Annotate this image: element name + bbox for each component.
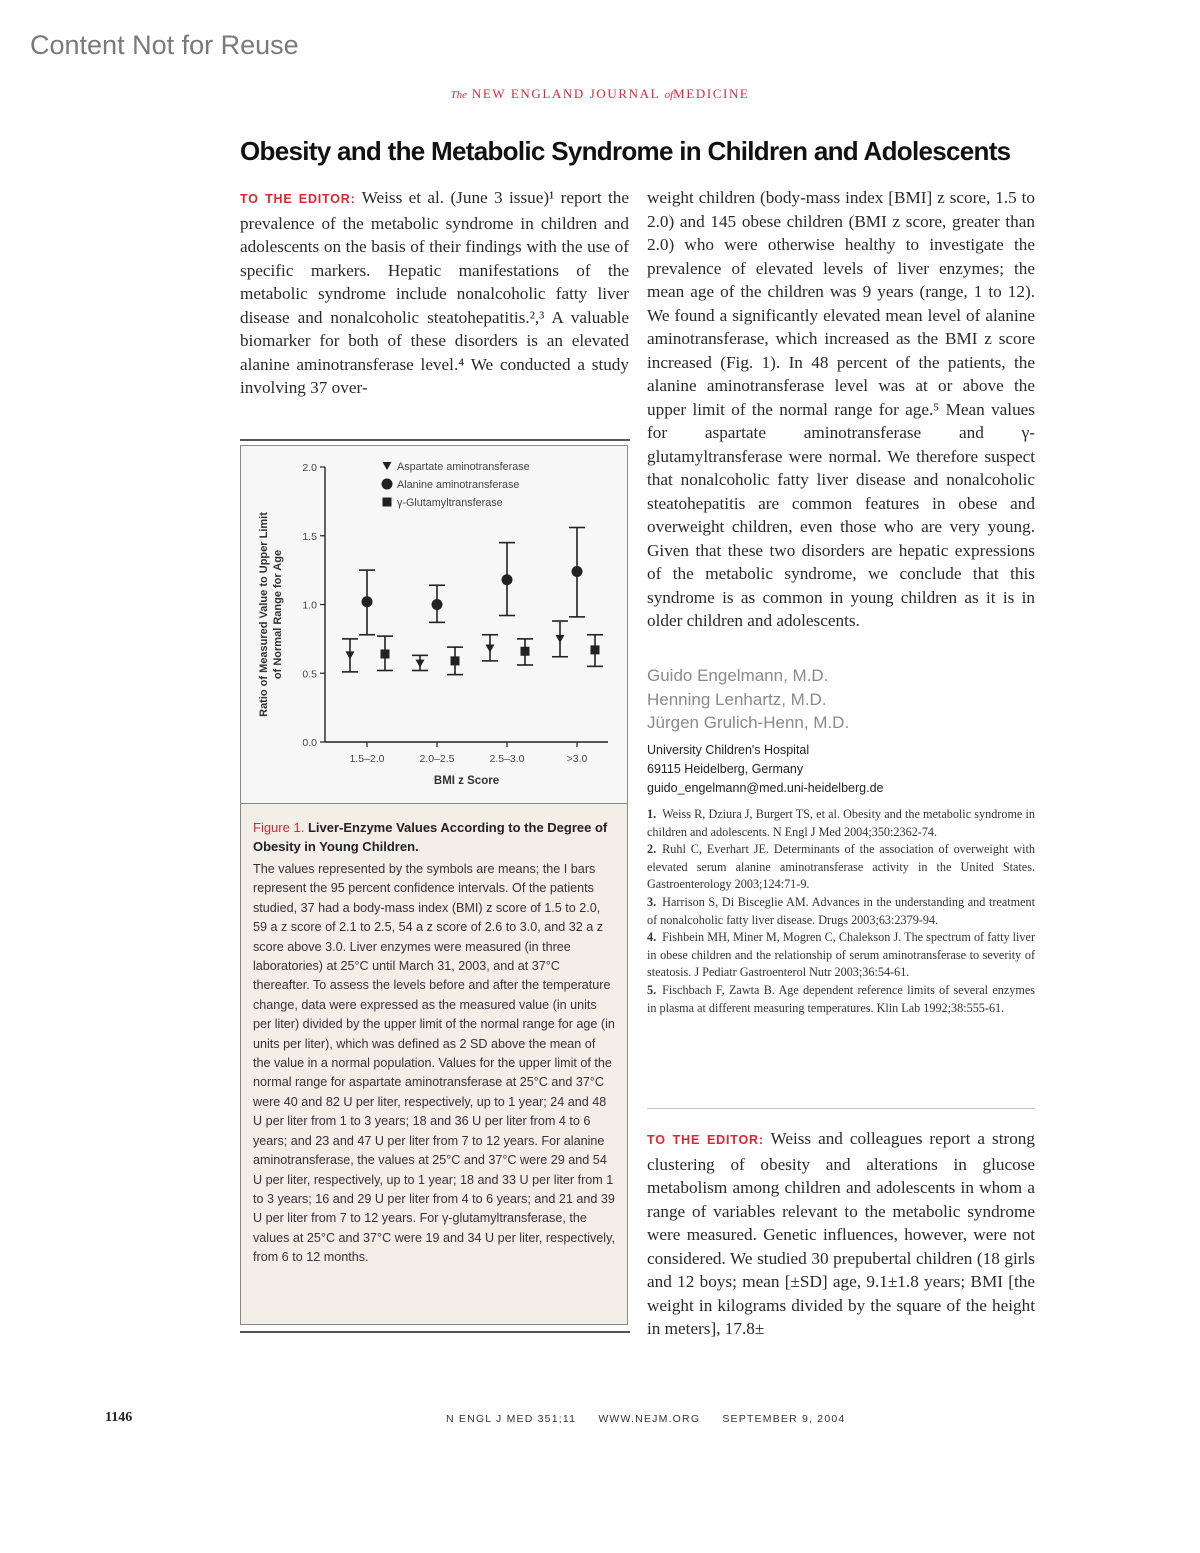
footer-citation <box>446 1413 863 1425</box>
letter2-text: Weiss and colleagues report a strong clustering of obesity and alterations in glucose metabolism among children and adolescents in whom a range of variables relevant to the metabolic syndrome were measured. Genetic influences, however, were not considered. We studied 30 prepubertal children (18 girls and 12 boys; mean [±SD] age, 9.1±1.8 years; BMI [the weight in kilograms divided by the square of the height in meters], 17.8± <box>647 1129 1035 1338</box>
journal-of: of <box>664 89 674 101</box>
letter1-lead: TO THE EDITOR: <box>240 192 356 206</box>
letter1-column1 <box>240 186 629 400</box>
journal-prefix: The <box>450 89 468 101</box>
letter1-column2 <box>647 186 1035 633</box>
figure-bottom-rule <box>240 1331 630 1333</box>
letter1-text-part2: weight children (body-mass index [BMI] z score, 1.5 to 2.0) and 145 obese children (BMI z score, greater than 2.0) who were otherwise healthy to investigate the prevalence of elevated levels of liver enzymes; the mean age of the children was 9 years (range, 1 to 12). We found a significantly elevated mean level of alanine aminotransferase, which increased as the BMI z score increased (Fig. 1). In 48 percent of the patients, the alanine aminotransferase level was at or above the upper limit of the normal range for age.⁵ Mean values for aspartate aminotransferase and γ-glutamyltransferase were normal. We therefore suspect that nonalcoholic fatty liver disease and nonalcoholic steatohepatitis are common features in obese and overweight children, even those who are very young. Given that these two disorders are hepatic expressions of the metabolic syndrome, we conclude that this syndrome is as common in young children as it is in older children and adolescents. <box>647 188 1035 630</box>
affiliation <box>647 741 883 798</box>
affiliation-address: 69115 Heidelberg, Germany <box>647 762 804 776</box>
watermark: Content Not for Reuse <box>30 30 299 60</box>
journal-masthead <box>0 86 1200 102</box>
x-tick-label: 1.5–2.0 <box>349 753 385 765</box>
footer-date: SEPTEMBER 9, 2004 <box>722 1413 846 1425</box>
y-tick-label: 2.0 <box>302 462 317 474</box>
reference-item: 4. Fishbein MH, Miner M, Mogren C, Chalekson J. The spectrum of fatty liver in obese children and the relationship of serum aminotransferase to severity of steatosis. J Pediatr Gastroenterol Nutr 2003;36:54-61. <box>647 930 1035 980</box>
affiliation-institution: University Children's Hospital <box>647 743 810 757</box>
reference-item: 3. Harrison S, Di Bisceglie AM. Advances in the understanding and treatment of nonalcoholic fatty liver disease. Drugs 2003;63:2379-94. <box>647 894 1035 927</box>
y-axis-label: of Normal Range for Age <box>272 549 284 680</box>
author-list <box>647 664 849 735</box>
figure-top-rule <box>240 439 630 441</box>
footer-journal-issue: N ENGL J MED 351;11 <box>446 1413 577 1425</box>
x-tick-label: >3.0 <box>566 753 588 765</box>
journal-name-2: MEDICINE <box>673 86 750 101</box>
reference-item: 1. Weiss R, Dziura J, Burgert TS, et al. Obesity and the metabolic syndrome in children and adolescents. N Engl J Med 2004;350:2362-74. <box>647 807 1035 839</box>
figure-title: Liver-Enzyme Values According to the Degree of Obesity in Young Children. <box>253 820 608 854</box>
figure-caption-text: The values represented by the symbols are means; the I bars represent the 95 percent confidence intervals. Of the patients studied, 37 had a body-mass index (BMI) z score of 1.5 to 2.0, 59 a z score of 2.1 to 2.5, 54 a z score of 2.6 to 3.0, and 32 a z score above 3.0. Liver enzymes were measured (in three laboratories) at 25°C until March 31, 2003, and at 37°C thereafter. To assess the levels before and after the temperature change, data were expressed as the measured value (in units per liter) divided by the upper limit of the normal range for age (in units per liter), which was defined as 2 SD above the mean of the value in a normal population. Values for the upper limit of the normal range for aspartate aminotransferase at 25°C and 37°C were 40 and 82 U per liter, respectively, up to 1 year; 24 and 48 U per liter from 1 to 3 years; 18 and 36 U per liter from 4 to 6 years; and 23 and 47 U per liter from 7 to 12 years. For alanine aminotransferase, the values at 25°C and 37°C were 29 and 54 U per liter, respectively, up to 1 year; 18 and 33 U per liter from 1 to 3 years; 16 and 29 U per liter from 4 to 6 years; and 21 and 39 U per liter from 7 to 12 years. For γ-glutamyltransferase, the values at 25°C and 37°C were 19 and 34 U per liter, respectively, from 6 to 12 months. <box>253 862 615 1265</box>
y-tick-label: 1.5 <box>302 530 317 543</box>
letter2-lead: TO THE EDITOR: <box>647 1133 764 1147</box>
article-title: Obesity and the Metabolic Syndrome in Children and Adolescents <box>240 136 1011 166</box>
affiliation-email[interactable]: guido_engelmann@med.uni-heidelberg.de <box>647 781 884 795</box>
journal-name-1: NEW ENGLAND JOURNAL <box>471 86 660 101</box>
figure-caption-title <box>253 818 615 856</box>
author: Jürgen Grulich-Henn, M.D. <box>647 713 850 732</box>
legend-label: Aspartate aminotransferase <box>397 461 530 473</box>
author: Guido Engelmann, M.D. <box>647 666 829 685</box>
y-tick-label: 1.0 <box>302 599 317 612</box>
footer-url[interactable]: WWW.NEJM.ORG <box>598 1413 701 1425</box>
reference-list <box>647 806 1035 1017</box>
legend-label: γ-Glutamyltransferase <box>397 497 503 509</box>
figure-label: Figure 1. <box>253 820 305 835</box>
reference-item: 5. Fischbach F, Zawta B. Age dependent reference limits of several enzymes in plasma at different measuring temperatures. Klin Lab 1992;38:555-61. <box>647 982 1035 1015</box>
x-axis-label: BMI z Score <box>433 775 500 787</box>
x-tick-label: 2.5–3.0 <box>489 753 525 765</box>
letter1-text-part1: Weiss et al. (June 3 issue)¹ report the prevalence of the metabolic syndrome in children and adolescents on the basis of their findings with the use of specific markers. Hepatic manifestations of the metabolic syndrome include nonalcoholic fatty liver disease and nonalcoholic steatohepatitis.²,³ A valuable biomarker for both of these disorders is an elevated alanine aminotransferase level.⁴ We conducted a study involving 37 over- <box>240 188 629 397</box>
figure-caption <box>241 803 627 1324</box>
y-axis-label: Ratio of Measured Value to Upper Limit <box>258 512 270 717</box>
letter2 <box>647 1127 1035 1341</box>
liver-enzyme-chart <box>241 446 627 802</box>
y-tick-label: 0.0 <box>302 737 317 749</box>
page-number: 1146 <box>105 1410 133 1425</box>
x-tick-label: 2.0–2.5 <box>419 753 455 765</box>
y-tick-label: 0.5 <box>302 668 317 681</box>
author: Henning Lenhartz, M.D. <box>647 689 827 709</box>
legend-label: Alanine aminotransferase <box>397 479 520 491</box>
section-divider <box>647 1108 1035 1109</box>
reference-item: 2. Ruhl C, Everhart JE. Determinants of the association of overweight with elevated serum alanine aminotransferase activity in the United States. Gastroenterology 2003;124:71-9. <box>647 842 1035 892</box>
